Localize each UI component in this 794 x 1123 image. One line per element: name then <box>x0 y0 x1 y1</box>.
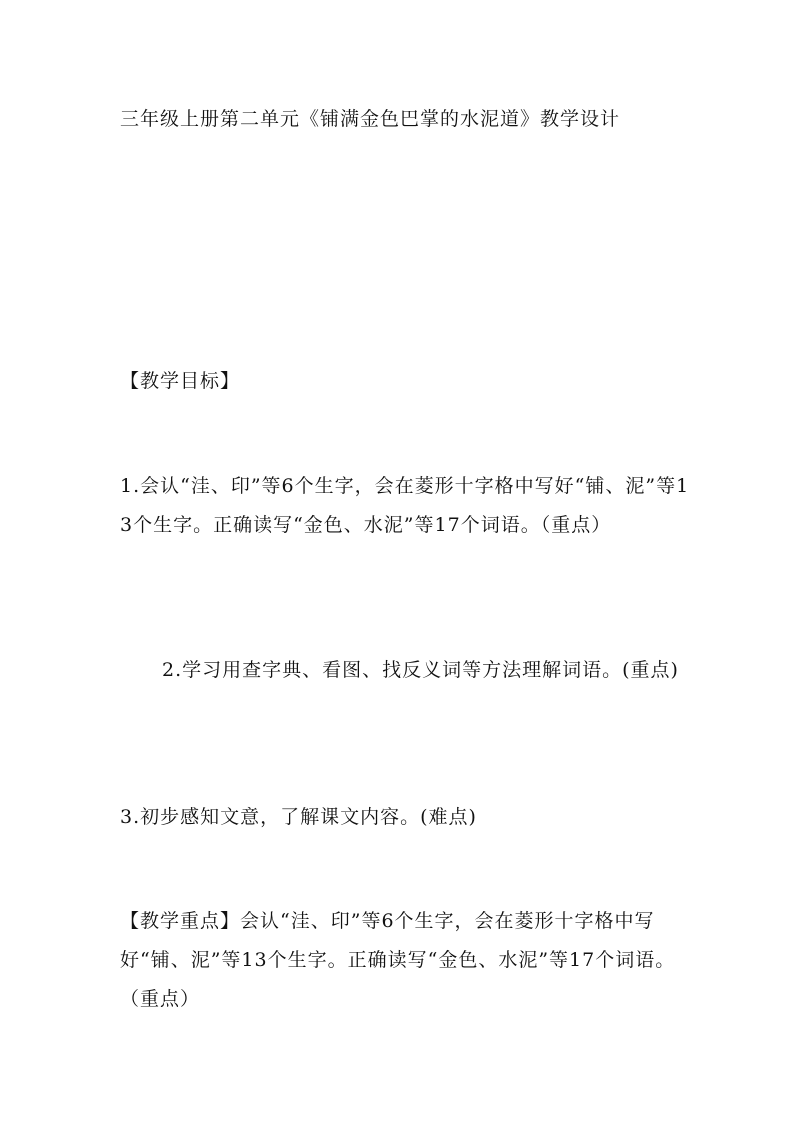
key-points-label: 【教学重点】 <box>120 910 241 932</box>
objective-3: 3.初步感知文意，了解课文内容。(难点) <box>120 806 477 828</box>
key-points-text: 会认“洼、印”等6个生字，会在菱形十字格中写好“铺、泥”等13个生字。正确读写“金色、水泥”等17个词语。（重点） <box>120 910 676 1010</box>
section-heading-objectives: 【教学目标】 <box>120 370 241 392</box>
document-title: 三年级上册第二单元《铺满金色巴掌的水泥道》教学设计 <box>120 108 621 130</box>
key-points-paragraph <box>120 902 700 1019</box>
objective-2: 2.学习用查字典、看图、找反义词等方法理解词语。(重点) <box>162 659 679 681</box>
objective-1: 1.会认“洼、印”等6个生字，会在菱形十字格中写好“铺、泥”等13个生字。正确读写“金色、水泥”等17个词语。（重点） <box>120 475 690 536</box>
